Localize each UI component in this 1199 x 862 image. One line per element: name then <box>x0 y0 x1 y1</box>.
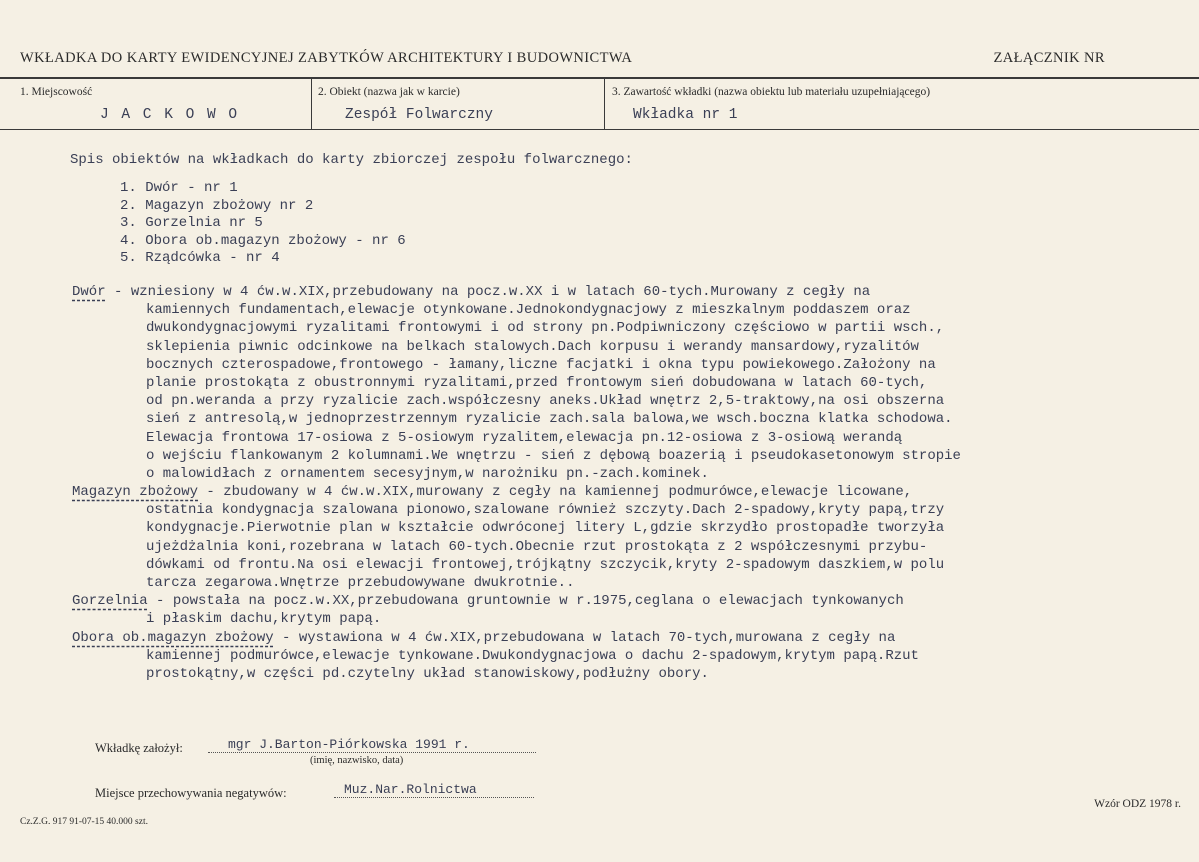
form-annex-label: ZAŁĄCZNIK NR <box>993 50 1105 66</box>
field-label-object: 2. Obiekt (nazwa jak w karcie) <box>318 86 460 98</box>
field-value-locality: J A C K O W O <box>100 107 240 123</box>
negatives-label: Miejsce przechowywania negatywów: <box>95 786 287 800</box>
section-obora <box>72 629 1187 647</box>
text-line: o malowidłach z ornamentem secesyjnym,w narożniku pn.-zach.kominek. <box>146 465 709 482</box>
header-rule-top <box>0 77 1199 79</box>
text-line: Elewacja frontowa 17-osiowa z 5-osiowym ryzalitem,elewacja pn.12-osiowa z 3-osiową werandą <box>146 429 903 446</box>
description-body <box>72 283 1187 683</box>
section-heading-magazyn: Magazyn zbożowy <box>72 484 199 501</box>
text-line: o wejściu flankowanym 2 kolumnami.We wnętrzu - sień z dębową boazerią i pseudokasetonowym stropie <box>146 447 961 464</box>
section-gorzelnia <box>72 592 1187 610</box>
object-list-title: Spis obiektów na wkładkach do karty zbiorczej zespołu folwarcznego: <box>70 152 633 168</box>
object-list <box>120 180 406 268</box>
section-heading-gorzelnia: Gorzelnia <box>72 593 148 610</box>
field-value-contents: Wkładka nr 1 <box>633 107 738 123</box>
text-line: ostatnia kondygnacja szalowana pionowo,szalowane również szczyty.Dach 2-spadowy,kryty papą,trzy <box>146 502 945 519</box>
list-item: 4. Obora ob.magazyn zbożowy - nr 6 <box>120 232 406 249</box>
text-line: dwukondygnacjowymi ryzalitami frontowymi i od strony pn.Podpiwniczony częściowo w partii wsch., <box>146 320 945 337</box>
list-item: 2. Magazyn zbożowy nr 2 <box>120 197 314 214</box>
field-divider <box>311 79 312 129</box>
text-line: - zbudowany w 4 ćw.w.XIX,murowany z cegły na kamiennej podmurówce,elewacje licowane, <box>198 484 913 501</box>
text-line: bocznych czterospadowe,frontowego - łamany,liczne facjatki i okna typu powiekowego.Założony na <box>146 356 936 373</box>
text-line: od pn.weranda a przy ryzalicie zach.współczesny aneks.Układ wnętrz 2,5-traktowy,na osi obszerna <box>146 393 945 410</box>
section-dwor <box>72 283 1187 301</box>
field-label-locality: 1. Miejscowość <box>20 86 93 98</box>
text-line: i płaskim dachu,krytym papą. <box>146 611 382 628</box>
section-heading-obora: Obora ob.magazyn zbożowy <box>72 629 274 646</box>
text-line: kamiennej podmurówce,elewacje tynkowane.Dwukondygnacjowa o dachu 2-spadowym,krytym papą.Rzut <box>146 647 919 664</box>
print-info: Cz.Z.G. 917 91-07-15 40.000 szt. <box>20 817 148 827</box>
header-rule-bottom <box>0 129 1199 130</box>
text-line: kondygnacje.Pierwotnie plan w kształcie odwróconej litery L,gdzie skrzydło prostopadłe tworzyła <box>146 520 945 537</box>
author-field <box>208 737 536 753</box>
author-hint: (imię, nazwisko, data) <box>310 755 404 766</box>
field-label-contents: 3. Zawartość wkładki (nazwa obiektu lub materiału uzupełniającego) <box>612 86 931 98</box>
section-magazyn <box>72 483 1187 501</box>
list-item: 1. Dwór - nr 1 <box>120 180 238 196</box>
form-header-title: WKŁADKA DO KARTY EWIDENCYJNEJ ZABYTKÓW ARCHITEKTURY I BUDOWNICTWA <box>20 50 633 66</box>
field-value-object: Zespół Folwarczny <box>345 107 493 123</box>
text-line: - wystawiona w 4 ćw.XIX,przebudowana w latach 70-tych,murowana z cegły na <box>273 629 896 646</box>
author-value: mgr J.Barton-Piórkowska 1991 r. <box>228 737 470 752</box>
author-label: Wkładkę założył: <box>95 741 183 755</box>
text-line: dówkami od frontu.Na osi elewacji frontowej,trójkątny szczycik,kryty 2-spadowym daszkiem,w polu <box>146 556 945 573</box>
text-line: sień z antresolą,w jednoprzestrzennym ryzalicie zach.sala balowa,we wsch.boczna klatka schodowa. <box>146 411 953 428</box>
list-item: 5. Rządcówka - nr 4 <box>120 250 280 266</box>
negatives-field <box>334 782 534 798</box>
text-line: tarcza zegarowa.Wnętrze przebudowywane dwukrotnie.. <box>146 575 575 591</box>
section-heading-dwor: Dwór <box>72 284 106 300</box>
list-item: 3. Gorzelnia nr 5 <box>120 215 263 231</box>
text-line: ujeżdżalnia koni,rozebrana w latach 60-tych.Obecnie rzut prostokąta z 2 współczesnymi przybu- <box>146 538 928 555</box>
field-divider <box>604 79 605 129</box>
negatives-value: Muz.Nar.Rolnictwa <box>344 782 477 797</box>
text-line: planie prostokąta z obustronnymi ryzalitami,przed frontowym sień dobudowana w latach 60-tych, <box>146 374 928 391</box>
text-line: sklepienia piwnic odcinkowe na belkach stalowych.Dach korpusu i werandy mansardowy,ryzalitów <box>146 338 919 355</box>
text-line: prostokątny,w części pd.czytelny układ stanowiskowy,podłużny obory. <box>146 665 709 682</box>
text-line: - powstała na pocz.w.XX,przebudowana gruntownie w r.1975,ceglana o elewacjach tynkowanych <box>147 593 904 610</box>
text-line: kamiennych fundamentach,elewacje otynkowane.Jednokondygnacjowy z mieszkalnym poddaszem oraz <box>146 302 911 319</box>
text-line: - wzniesiony w 4 ćw.w.XIX,przebudowany na pocz.w.XX i w latach 60-tych.Murowany z cegły na <box>105 284 871 300</box>
form-template-code: Wzór ODZ 1978 r. <box>1094 798 1181 810</box>
